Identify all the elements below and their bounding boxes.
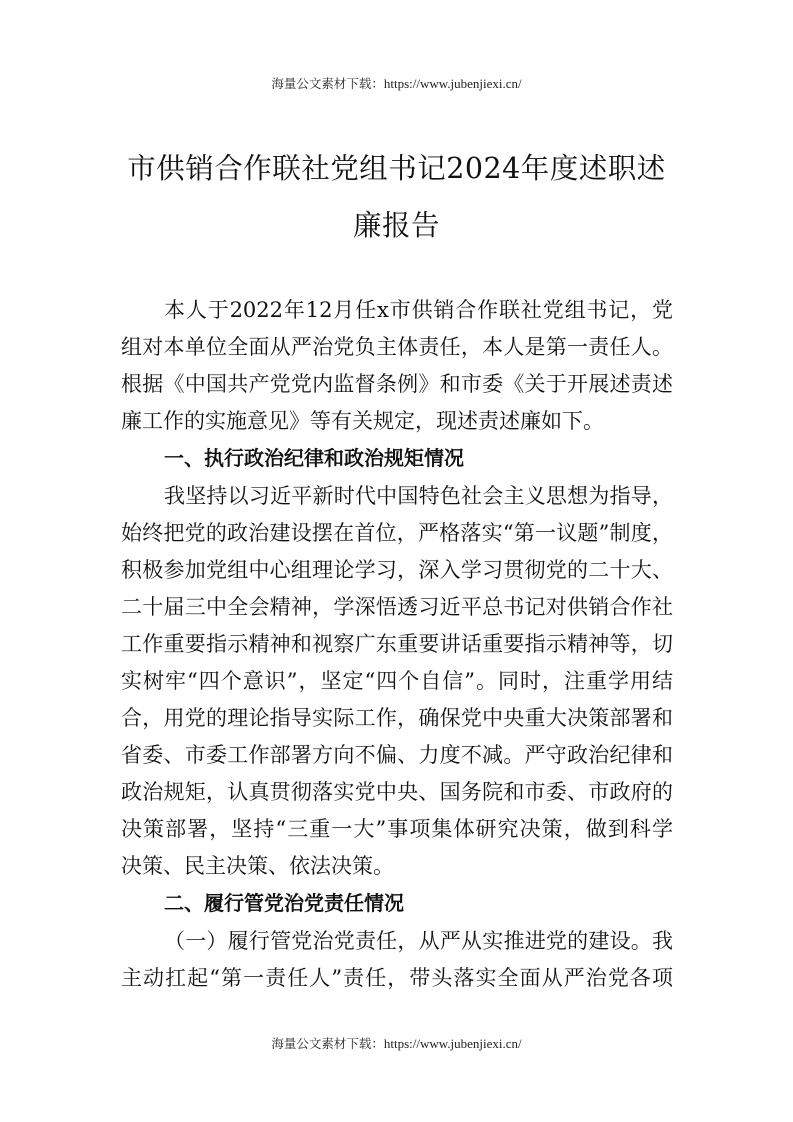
paragraph-line: 主动扛起“第一责任人”责任，带头落实全面从严治党各项 bbox=[121, 966, 673, 990]
header-prefix: 海量公文素材下载： bbox=[271, 76, 384, 91]
paragraph-line: 本人于2022年12月任x市供销合作联社党组书记，党 bbox=[164, 298, 673, 322]
paragraph-line: 决策部署，坚持“三重一大”事项集体研究决策，做到科学 bbox=[121, 817, 673, 841]
header-url[interactable]: https://www.jubenjiexi.cn/ bbox=[383, 76, 522, 91]
paragraph-line: 省委、市委工作部署方向不偏、力度不减。严守政治纪律和 bbox=[121, 743, 673, 767]
paragraph-line: 积极参加党组中心组理论学习，深入学习贯彻党的二十大、 bbox=[121, 558, 673, 582]
paragraph-line: 政治规矩，认真贯彻落实党中央、国务院和市委、市政府的 bbox=[121, 780, 673, 804]
paragraph-line: 根据《中国共产党党内监督条例》和市委《关于开展述责述 bbox=[121, 372, 673, 396]
page-footer bbox=[0, 1034, 793, 1052]
paragraph-line: 实树牢“四个意识”，坚定“四个自信”。同时，注重学用结 bbox=[121, 669, 673, 693]
paragraph-line: 工作重要指示精神和视察广东重要讲话重要指示精神等，切 bbox=[121, 632, 673, 656]
section-heading-1: 一、执行政治纪律和政治规矩情况 bbox=[164, 446, 464, 470]
paragraph-line: 二十届三中全会精神，学深悟透习近平总书记对供销合作社 bbox=[121, 595, 673, 619]
footer-prefix: 海量公文素材下载： bbox=[271, 1036, 384, 1051]
document-title-line-1: 市供销合作联社党组书记2024年度述职述 bbox=[127, 152, 666, 185]
paragraph-line: 组对本单位全面从严治党负主体责任，本人是第一责任人。 bbox=[121, 335, 673, 359]
paragraph-line: 廉工作的实施意见》等有关规定，现述责述廉如下。 bbox=[121, 409, 604, 433]
page-header bbox=[0, 74, 793, 92]
paragraph-line: 我坚持以习近平新时代中国特色社会主义思想为指导， bbox=[164, 484, 673, 508]
paragraph-line: （一）履行管党治党责任，从严从实推进党的建设。我 bbox=[164, 929, 673, 953]
paragraph-line: 始终把党的政治建设摆在首位，严格落实“第一议题”制度， bbox=[121, 521, 673, 545]
paragraph-line: 决策、民主决策、依法决策。 bbox=[121, 854, 394, 878]
section-heading-2: 二、履行管党治党责任情况 bbox=[164, 891, 404, 915]
footer-url[interactable]: https://www.jubenjiexi.cn/ bbox=[383, 1036, 522, 1051]
paragraph-line: 合，用党的理论指导实际工作，确保党中央重大决策部署和 bbox=[121, 706, 673, 730]
document-title-line-2: 廉报告 bbox=[352, 209, 440, 242]
